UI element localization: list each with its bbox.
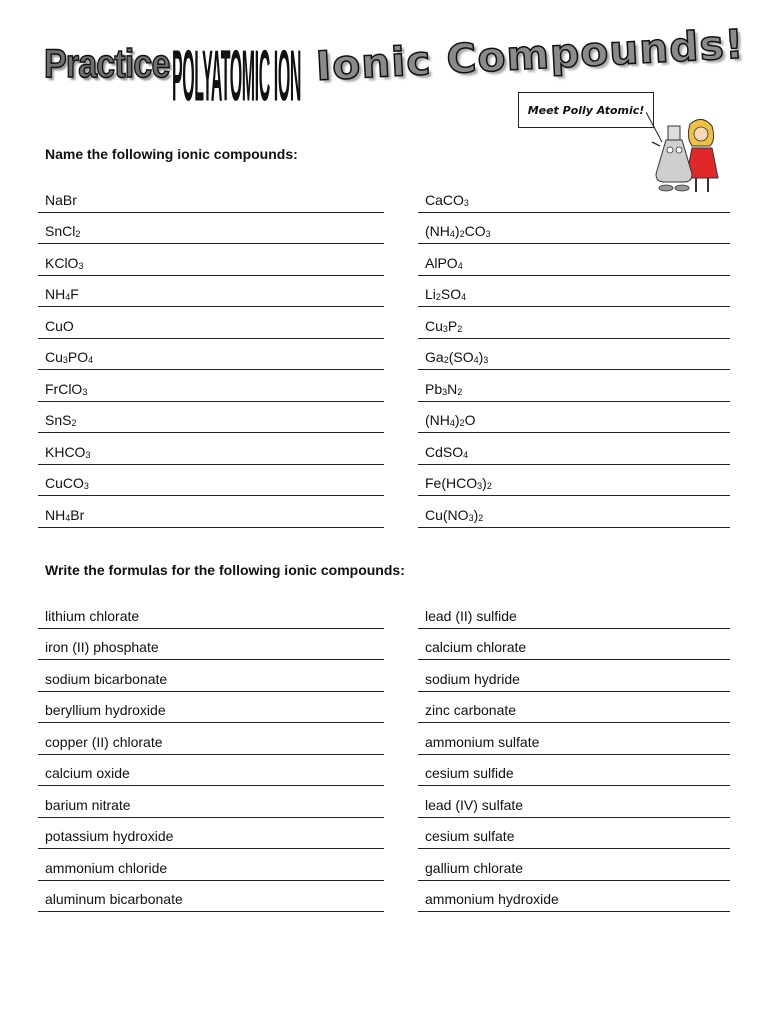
- compound-formula-item: CuO: [38, 307, 384, 339]
- compound-name-item: zinc carbonate: [418, 692, 730, 724]
- compound-name-item: barium nitrate: [38, 786, 384, 818]
- compound-name-item: cesium sulfide: [418, 755, 730, 787]
- title-practice: Practice: [44, 42, 170, 86]
- compound-name-item: gallium chlorate: [418, 849, 730, 881]
- compound-name-item: calcium chlorate: [418, 629, 730, 661]
- compound-name-item: calcium oxide: [38, 755, 384, 787]
- compound-formula-item: Cu 3 P 2: [418, 307, 730, 339]
- compound-formula-item: KHCO 3: [38, 433, 384, 465]
- compound-formula-item: KClO 3: [38, 244, 384, 276]
- compound-formula-item: Pb 3 N 2: [418, 370, 730, 402]
- compound-formula-item: NH 4 Br: [38, 496, 384, 528]
- compound-formula-item: CuCO 3: [38, 465, 384, 497]
- compound-formula-item: Ga 2 (SO 4 ) 3: [418, 339, 730, 371]
- compound-name-item: ammonium chloride: [38, 849, 384, 881]
- write-formulas-right-column: [418, 598, 730, 912]
- compound-name-item: iron (II) phosphate: [38, 629, 384, 661]
- write-formulas-heading: Write the formulas for the following ionic compounds:: [45, 562, 405, 578]
- compound-name-item: lithium chlorate: [38, 598, 384, 629]
- compound-formula-item: CaCO 3: [418, 182, 730, 213]
- compound-formula-item: Cu(NO 3 ) 2: [418, 496, 730, 528]
- compound-formula-item: NH 4 F: [38, 276, 384, 308]
- compound-name-item: potassium hydroxide: [38, 818, 384, 850]
- compound-name-item: beryllium hydroxide: [38, 692, 384, 724]
- compound-name-item: sodium bicarbonate: [38, 660, 384, 692]
- compound-name-item: lead (II) sulfide: [418, 598, 730, 629]
- title-ionic-compounds: Ionic Compounds!: [314, 21, 746, 90]
- compound-formula-item: Fe(HCO 3 ) 2: [418, 465, 730, 497]
- compound-formula-item: Li 2 SO 4: [418, 276, 730, 308]
- name-compounds-right-column: [418, 182, 730, 528]
- name-compounds-left-column: [38, 182, 384, 528]
- compound-formula-item: (NH 4 ) 2 CO 3: [418, 213, 730, 245]
- compound-formula-item: SnS 2: [38, 402, 384, 434]
- compound-name-item: copper (II) chlorate: [38, 723, 384, 755]
- compound-formula-item: AlPO 4: [418, 244, 730, 276]
- compound-formula-item: CdSO 4: [418, 433, 730, 465]
- compound-formula-item: Cu 3 PO 4: [38, 339, 384, 371]
- compound-name-item: ammonium hydroxide: [418, 881, 730, 913]
- name-compounds-heading: Name the following ionic compounds:: [45, 146, 298, 162]
- write-formulas-left-column: [38, 598, 384, 912]
- compound-name-item: ammonium sulfate: [418, 723, 730, 755]
- compound-formula-item: (NH 4 ) 2 O: [418, 402, 730, 434]
- compound-formula-item: NaBr: [38, 182, 384, 213]
- compound-name-item: aluminum bicarbonate: [38, 881, 384, 913]
- compound-name-item: cesium sulfate: [418, 818, 730, 850]
- title-polyatomic-ion: POLYATOMIC ION: [172, 38, 301, 118]
- compound-formula-item: FrClO 3: [38, 370, 384, 402]
- compound-name-item: lead (IV) sulfate: [418, 786, 730, 818]
- mascot-callout: Meet Polly Atomic!: [518, 92, 654, 128]
- compound-name-item: sodium hydride: [418, 660, 730, 692]
- compound-formula-item: SnCl 2: [38, 213, 384, 245]
